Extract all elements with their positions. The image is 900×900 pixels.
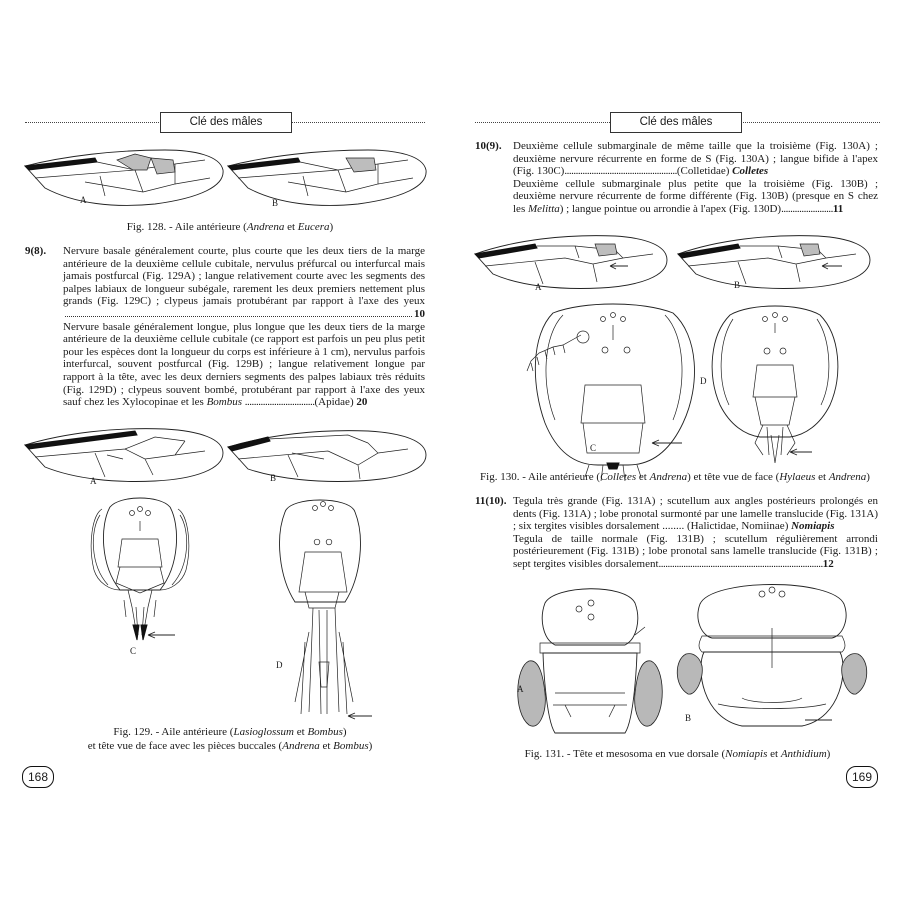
fig131-caption: Fig. 131. - Tête et mesosoma en vue dorsale (Nomiapis et Anthidium) [524,748,831,760]
couplet11-lead2: Tegula de taille normale (Fig. 131B) ; scutellum régulièrement arrondi postérieurement (Fig. 131B) ; lobe pronotal sans lamelle translucide (Fig. 131B) ; sept tergites visibles dorsalement.........................................................................12 [513,532,878,570]
mesosoma-131b [677,585,867,727]
fig130-label-b: B [734,280,741,290]
running-header: Clé des mâles [160,112,292,133]
couplet9-lead1: Nervure basale généralement courte, plus courte que les deux tiers de la marge antérieure de la deuxième cellule cubitale, nervulus préfurcal ou interfurcal mais jamais postfurcal (Fig. 129A) ; langue relativement courte avec les segments des palpes labiaux de longueur subégale, rarement les deux premiers nettement plus grands (Fig. 129C) ; clypeus jamais protubérant par rapport à l'axe des yeux 10 [63,245,425,320]
fig128-label-b: B [272,198,279,208]
head-129c [91,498,189,640]
fig129-label-a: A [90,476,97,486]
page-number-168: 168 [22,766,54,788]
couplet9-lead2: Nervure basale généralement longue, plus longue que les deux tiers de la marge antérieure de la deuxième cellule cubitale (ce rapport est parfois un peu plus petit pour les espèces dont la longueur du corps est inférieure à 1 cm), nervulus parfois interfurcal, souvent postfurcal (Fig. 129B) ; langue relativement longue par rapport à la tête, avec les deux derniers segments des palpes labiaux très réduits (Fig. 129D) ; clypeus souvent bombé, protubérant par rapport à l'axe des yeux sauf chez les Xylocopinae et les Bombus ...............................(Apidae) 20 [63,320,425,409]
running-header: Clé des mâles [610,112,742,133]
right-page [450,0,900,900]
fig131-label-b: B [685,713,692,723]
fig129-label-b: B [270,473,277,483]
fig130-label-a: A [535,282,542,292]
fig129-label-c: C [130,646,137,656]
wing-129b [228,431,426,482]
couplet10-lead1: Deuxième cellule submarginale de même taille que la troisième (Fig. 130A) ; deuxième nervure récurrente en forme de S (Fig. 130A) ; langue bifide à l'apex (Fig. 130C)..................................................(Colletidae) Colletes [513,140,878,178]
fig131-label-a: A [517,684,524,694]
fig128-label-a: A [80,195,87,205]
couplet-number: 11(10). [475,495,507,507]
head-129d [280,500,361,714]
page-number-169: 169 [846,766,878,788]
fig129-caption: Fig. 129. - Aile antérieure (Lasioglossum et Bombus) et tête vue de face avec les pièces buccales (Andrena et Bombus) [87,726,373,752]
wing-129a [25,429,223,482]
mesosoma-131a [518,589,663,733]
fig128-caption: Fig. 128. - Aile antérieure (Andrena et Eucera) [126,221,334,233]
fig130-label-d: D [700,376,707,386]
arrow-129d [348,713,372,719]
couplet-number: 10(9). [475,140,502,152]
arrow-129c [148,632,175,638]
couplet-number: 9(8). [25,245,47,257]
fig130-label-c: C [590,443,597,453]
couplet11-lead1: Tegula très grande (Fig. 131A) ; scutellum aux angles postérieurs prolongés en dents (Fig. 131A) ; lobe pronotal surmonté par une lamelle translucide (Fig. 131A) ; six tergites visibles dorsalement ........ (Halictidae, Nomiinae) Nomiapis [513,495,878,533]
fig130-caption: Fig. 130. - Aile antérieure (Colletes et Andrena) et tête vue de face (Hylaeus et Andrena) [480,471,870,483]
couplet10-lead2: Deuxième cellule submarginale plus petite que la troisième (Fig. 130B) ; deuxième nervure récurrente de forme différente (Fig. 130B) (presque en S chez les Melitta) ; langue pointue ou arrondie à l'apex (Fig. 130D).......................11 [513,177,878,215]
figure-131-drawings [450,0,900,900]
fig129-label-d: D [276,660,283,670]
